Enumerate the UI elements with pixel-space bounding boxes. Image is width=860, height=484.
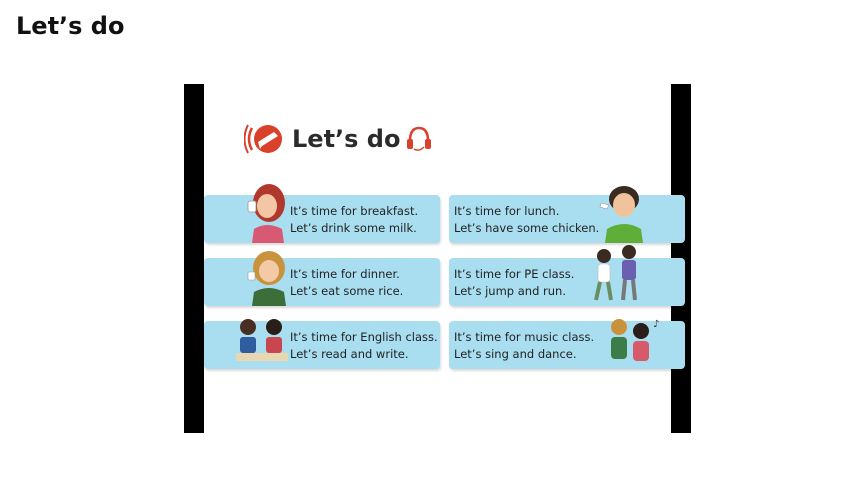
slide-heading-text: Let’s do [292, 125, 401, 153]
card-breakfast-line1: It’s time for breakfast. [290, 204, 419, 218]
card-breakfast-line2: Let’s drink some milk. [290, 221, 417, 235]
left-black-bar [184, 84, 204, 433]
kids-singing-dancing-illustration [599, 313, 663, 369]
card-lunch-line2: Let’s have some chicken. [454, 221, 600, 235]
girl-drinking-milk-illustration [242, 181, 292, 243]
card-music-class-line2: Let’s sing and dance. [454, 347, 577, 361]
girl-eating-rice-illustration [244, 248, 294, 306]
card-music-class-line1: It’s time for music class. [454, 330, 595, 344]
card-english-class-line1: It’s time for English class. [290, 330, 438, 344]
headphones-icon [406, 125, 432, 153]
slide-heading [244, 122, 432, 156]
card-pe-class-line2: Let’s jump and run. [454, 284, 566, 298]
card-pe-class [449, 258, 685, 306]
kids-reading-illustration [230, 313, 292, 367]
kids-running-illustration [587, 244, 647, 310]
svg-text:♪: ♪ [653, 319, 660, 330]
card-dinner-line2: Let’s eat some rice. [290, 284, 404, 298]
speaker-logo-icon [244, 122, 286, 156]
card-breakfast [204, 195, 440, 243]
card-dinner [204, 258, 440, 306]
card-music-class [449, 321, 685, 369]
lesson-slide [184, 84, 691, 433]
card-lunch-line1: It’s time for lunch. [454, 204, 560, 218]
card-dinner-line1: It’s time for dinner. [290, 267, 400, 281]
card-english-class-line2: Let’s read and write. [290, 347, 409, 361]
page-title: Let’s do [16, 12, 125, 40]
card-pe-class-line1: It’s time for PE class. [454, 267, 575, 281]
boy-eating-chicken-illustration [595, 181, 653, 243]
card-lunch [449, 195, 685, 243]
card-english-class [204, 321, 440, 369]
